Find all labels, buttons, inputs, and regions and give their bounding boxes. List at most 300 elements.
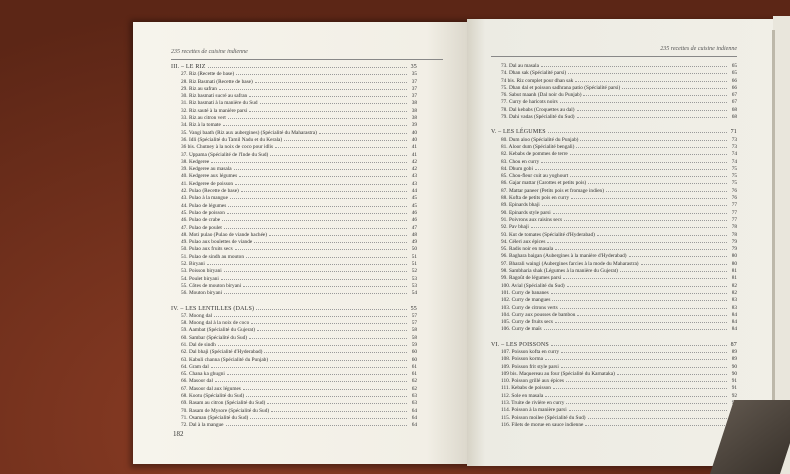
dot-leader (264, 349, 407, 353)
dot-leader (250, 415, 407, 419)
dot-leader (227, 371, 407, 375)
entry-title: 57. Moong dal (181, 312, 213, 319)
entry-page: 89 (731, 348, 737, 355)
toc-entry (171, 378, 417, 385)
entry-page: 49 (411, 239, 417, 246)
entry-title: 47. Pulao de poulet (181, 224, 222, 231)
entry-page: 90 (731, 363, 737, 370)
entry-title: 74 bis. Riz complet pour dhan sak (501, 77, 574, 84)
entry-page: 74 (731, 151, 737, 158)
toc-entry (171, 122, 417, 129)
entry-page: 51 (411, 261, 417, 268)
dot-leader (227, 210, 407, 214)
entry-page: 57 (411, 320, 417, 327)
entry-title: 69. Rasam au citron (Spécialité du Sud) (181, 400, 266, 407)
toc-entry (171, 246, 417, 253)
entry-page: 61 (411, 371, 417, 378)
toc-entry (171, 225, 417, 232)
dot-leader (547, 239, 727, 243)
dot-leader (553, 210, 727, 214)
toc-entry (171, 364, 417, 371)
toc-entry (171, 173, 417, 180)
dot-leader (256, 306, 407, 310)
toc-right (491, 63, 737, 429)
dot-leader (570, 173, 727, 177)
toc-entry (491, 422, 737, 429)
entry-title: 31. Riz basmati à la manière du Sud (181, 100, 258, 107)
entry-page: 77 (731, 209, 737, 216)
entry-page: 41 (411, 144, 417, 151)
entry-title: 103. Curry de citrons verts (501, 304, 558, 311)
entry-page: 73 (731, 143, 737, 150)
dot-leader (239, 173, 407, 177)
entry-page: 57 (411, 312, 417, 319)
section-page: 87 (730, 341, 737, 348)
running-head: 235 recettes de cuisine indienne (660, 46, 737, 52)
toc-entry (171, 79, 417, 86)
entry-title: 70. Rasam de Mysore (Spécialité du Sud) (181, 407, 270, 414)
entry-page: 75 (731, 165, 737, 172)
toc-entry (491, 290, 737, 297)
entry-page: 35 (411, 71, 417, 78)
dot-leader (211, 159, 407, 163)
entry-page: 38 (411, 107, 417, 114)
entry-title: 52. Biryani (181, 261, 205, 268)
toc-entry (491, 210, 737, 217)
entry-page: 91 (731, 378, 737, 385)
entry-title: 115. Poisson moilee (Spécialité du Sud) (501, 414, 586, 421)
entry-page: 42 (411, 158, 417, 165)
toc-entry (491, 202, 737, 209)
entry-title: 96. Baghara baigan (Aubergines à la manière d'Hyderabad) (501, 253, 627, 260)
entry-title: 68. Kootu (Spécialité du Sud) (181, 393, 245, 400)
section-spacer (171, 298, 417, 306)
dot-leader (235, 181, 407, 185)
entry-page: 61 (411, 363, 417, 370)
header-rule (171, 59, 443, 60)
entry-page: 68 (731, 106, 737, 113)
entry-page: 78 (731, 231, 737, 238)
entry-title: 67. Masoor dal aux légumes (181, 385, 241, 392)
entry-page: 51 (411, 253, 417, 260)
toc-entry (171, 100, 417, 107)
entry-title: 72. Dal à la mangue (181, 422, 224, 429)
entry-page: 37 (411, 93, 417, 100)
entry-page: 64 (411, 414, 417, 421)
toc-entry (491, 232, 737, 239)
dot-leader (552, 297, 727, 301)
entry-page: 53 (411, 275, 417, 282)
toc-entry (171, 254, 417, 261)
left-page (133, 22, 467, 464)
entry-page: 41 (411, 151, 417, 158)
dot-leader (224, 290, 407, 294)
dot-leader (622, 85, 727, 89)
toc-entry (171, 327, 417, 334)
entry-page: 90 (731, 370, 737, 377)
dot-leader (224, 268, 407, 272)
entry-page: 67 (731, 92, 737, 99)
entry-page: 67 (731, 99, 737, 106)
section-heading (171, 306, 417, 313)
entry-page: 62 (411, 385, 417, 392)
entry-title: 106. Curry de maïs (501, 326, 542, 333)
dot-leader (270, 357, 407, 361)
entry-title: 113. Truite de rivière en curry (501, 400, 565, 407)
dot-leader (561, 349, 727, 353)
entry-page: 53 (411, 282, 417, 289)
entry-title: 36. Idli (Spécialité du Tamil Nadu et du Kerala) (181, 136, 283, 143)
toc-entry (171, 195, 417, 202)
entry-title: 84. Dhum gobi (501, 165, 533, 172)
dot-leader (223, 122, 407, 126)
entry-title: 62. Dal bhaji (Spécialité d'Hyderabad) (181, 349, 263, 356)
entry-title: 58. Moong dal à la noix de coco (181, 320, 250, 327)
toc-entry (491, 283, 737, 290)
entry-page: 39 (411, 122, 417, 129)
entry-title: 29. Riz au safran (181, 85, 217, 92)
entry-page: 50 (411, 246, 417, 253)
dot-leader (560, 305, 727, 309)
entry-title: 87. Mattar paneer (Petits pois et fromage indien) (501, 187, 604, 194)
dot-leader (243, 386, 407, 390)
entry-page: 38 (411, 115, 417, 122)
dot-leader (551, 290, 727, 294)
dot-leader (271, 408, 407, 412)
entry-page: 82 (731, 289, 737, 296)
toc-entry (491, 99, 737, 106)
entry-title: 40. Kedgeree aux légumes (181, 173, 238, 180)
entry-title: 44. Pulao de légumes (181, 202, 227, 209)
entry-title: 46. Pulao de crabe (181, 217, 221, 224)
dot-leader (566, 400, 727, 404)
entry-title: 61. Dal de sindh (181, 341, 216, 348)
toc-entry (491, 239, 737, 246)
dot-leader (221, 276, 407, 280)
toc-entry (491, 407, 737, 414)
toc-entry (171, 188, 417, 195)
dot-leader (575, 78, 727, 82)
dot-leader (228, 115, 407, 119)
toc-entry (171, 408, 417, 415)
entry-title: 80. Dum aloo (Spécialité du Punjab) (501, 136, 579, 143)
dot-leader (269, 232, 407, 236)
entry-title: 49. Pulao aux boulettes de viande (181, 239, 253, 246)
entry-title: 99. Ragoût de légumes parsi (501, 275, 562, 282)
toc-entry (491, 393, 737, 400)
dot-leader (620, 268, 727, 272)
dot-leader (208, 64, 407, 68)
entry-title: 83. Chou en curry (501, 158, 540, 165)
entry-page: 58 (411, 334, 417, 341)
entry-title: 71. Osaman (Spécialité du Sud) (181, 414, 249, 421)
entry-title: 90. Epinards style parsi (501, 209, 551, 216)
entry-title: 34. Riz à la tomate (181, 122, 221, 129)
dot-leader (566, 378, 727, 382)
entry-title: 102. Curry de mangues (501, 297, 551, 304)
dot-leader (249, 108, 407, 112)
entry-title: 109 bis. Maquereau au four (Spécialité du Karnataka) (501, 370, 615, 377)
dot-leader (241, 188, 407, 192)
dot-leader (541, 63, 727, 67)
toc-entry (171, 108, 417, 115)
entry-title: 98. Sambharia shak (Légumes à la manière du Gujerat) (501, 268, 618, 275)
book-edge-shadow (772, 30, 775, 460)
entry-title: 59. Aambat (Spécialité du Gujerat) (181, 327, 255, 334)
entry-title: 95. Radis noir en masala (501, 246, 554, 253)
dot-leader (214, 313, 407, 317)
toc-entry (491, 151, 737, 158)
toc-entry (491, 349, 737, 356)
toc-entry (171, 349, 417, 356)
toc-entry (171, 400, 417, 407)
toc-entry (171, 335, 417, 342)
section-page: 55 (410, 305, 417, 312)
entry-page: 48 (411, 231, 417, 238)
entry-page: 64 (411, 422, 417, 429)
entry-title: 36 bis. Chutney à la noix de coco pour idlis (181, 144, 274, 151)
toc-entry (171, 152, 417, 159)
toc-entry (491, 371, 737, 378)
dot-leader (228, 203, 407, 207)
section-title: V. – LES LÉGUMES (491, 129, 546, 136)
section-title: IV. – LES LENTILLES (DALS) (171, 305, 255, 312)
entry-page: 52 (411, 268, 417, 275)
toc-entry (171, 313, 417, 320)
entry-page: 64 (411, 407, 417, 414)
entry-page: 47 (411, 224, 417, 231)
entry-page: 63 (411, 400, 417, 407)
toc-entry (491, 92, 737, 99)
toc-entry (171, 217, 417, 224)
toc-entry (491, 326, 737, 333)
entry-page: 82 (731, 282, 737, 289)
dot-leader (246, 393, 407, 397)
entry-title: 54. Poulet biryani (181, 275, 219, 282)
toc-entry (171, 71, 417, 78)
entry-page: 83 (731, 304, 737, 311)
entry-title: 48. Moti pulao (Pulao de viande hachée) (181, 231, 268, 238)
entry-page: 44 (411, 188, 417, 195)
entry-title: 27. Riz (Recette de base) (181, 71, 235, 78)
toc-entry (491, 159, 737, 166)
entry-page: 89 (731, 356, 737, 363)
entry-page: 40 (411, 129, 417, 136)
dot-leader (585, 422, 727, 426)
entry-page: 37 (411, 85, 417, 92)
dot-leader (219, 86, 407, 90)
dot-leader (542, 202, 727, 206)
dot-leader (545, 393, 727, 397)
dot-leader (236, 71, 407, 75)
entry-page: 37 (411, 78, 417, 85)
toc-entry (491, 385, 737, 392)
toc-entry (171, 210, 417, 217)
entry-title: 66. Masoor dal (181, 378, 213, 385)
header-rule (491, 56, 737, 57)
right-page (467, 19, 773, 466)
dot-leader (531, 224, 727, 228)
entry-title: 42. Pulao (Recette de base) (181, 188, 239, 195)
dot-leader (230, 195, 407, 199)
toc-entry (491, 364, 737, 371)
section-heading (491, 129, 737, 136)
dot-leader (568, 70, 727, 74)
entry-title: 114. Poisson à la manière parsi (501, 407, 567, 414)
entry-page: 75 (731, 180, 737, 187)
entry-page: 60 (411, 356, 417, 363)
entry-page: 92 (731, 392, 737, 399)
section-page: 35 (410, 64, 417, 70)
entry-page: 74 (731, 158, 737, 165)
dot-leader (588, 180, 727, 184)
entry-title: 101. Curry de bananes (501, 289, 549, 296)
toc-entry (171, 290, 417, 297)
entry-page: 65 (731, 63, 737, 69)
dot-leader (211, 364, 407, 368)
toc-entry (491, 224, 737, 231)
dot-leader (576, 144, 727, 148)
toc-entry (171, 283, 417, 290)
entry-page: 91 (731, 385, 737, 392)
entry-title: 116. Filets de morue en sauce indienne (501, 421, 584, 428)
dot-leader (535, 166, 727, 170)
dot-leader (218, 342, 407, 346)
toc-entry (171, 166, 417, 173)
entry-title: 55. Côtes de mouton biryani (181, 282, 242, 289)
dot-leader (569, 407, 727, 411)
entry-title: 105. Curry de fruits secs (501, 319, 553, 326)
entry-page: 76 (731, 195, 737, 202)
dot-leader (544, 326, 727, 330)
dot-leader (563, 275, 727, 279)
toc-entry (171, 268, 417, 275)
toc-entry (171, 422, 417, 429)
entry-title: 73. Dal au masala (501, 63, 539, 69)
toc-entry (491, 195, 737, 202)
entry-page: 83 (731, 297, 737, 304)
dot-leader (570, 151, 727, 155)
toc-entry (491, 261, 737, 268)
entry-page: 78 (731, 224, 737, 231)
entry-title: 63. Kabuli channa (Spécialité du Punjab) (181, 356, 269, 363)
toc-entry (491, 137, 737, 144)
dot-leader (226, 422, 407, 426)
dot-leader (255, 79, 407, 83)
dot-leader (564, 217, 727, 221)
entry-page: 80 (731, 260, 737, 267)
toc-entry (491, 188, 737, 195)
dot-leader (275, 144, 407, 148)
entry-page: 66 (731, 77, 737, 84)
dot-leader (560, 99, 727, 103)
toc-entry (171, 357, 417, 364)
toc-entry (491, 180, 737, 187)
section-title: VI. – LES POISSONS (491, 341, 549, 348)
entry-page: 59 (411, 341, 417, 348)
entry-page: 76 (731, 187, 737, 194)
dot-leader (588, 415, 727, 419)
entry-title: 75. Dhan dal et poisson sadhrana patio (Spécialité parsi) (501, 84, 621, 91)
dot-leader (567, 283, 727, 287)
entry-page: 84 (731, 319, 737, 326)
toc-entry (491, 297, 737, 304)
dot-leader (251, 320, 407, 324)
entry-page: 66 (731, 84, 737, 91)
entry-title: 110. Poisson grillé aux épices (501, 378, 564, 385)
entry-page: 40 (411, 136, 417, 143)
entry-page: 81 (731, 268, 737, 275)
dot-leader (254, 239, 407, 243)
entry-title: 111. Kebabs de poisson (501, 385, 551, 392)
toc-entry (491, 253, 737, 260)
entry-title: 30. Riz basmati sucré au safran (181, 93, 248, 100)
dot-leader (235, 246, 407, 250)
entry-title: 65. Chana ka ghugni (181, 371, 225, 378)
entry-title: 60. Sambar (Spécialité du Sud) (181, 334, 248, 341)
dot-leader (215, 378, 407, 382)
entry-page: 68 (731, 114, 737, 121)
dot-leader (319, 130, 407, 134)
entry-title: 32. Riz sauté à la manière parsi (181, 107, 248, 114)
entry-page: 43 (411, 180, 417, 187)
entry-title: 91. Poivrons aux raisins secs (501, 216, 563, 223)
dot-leader (577, 107, 727, 111)
dot-leader (224, 225, 407, 229)
dot-leader (270, 152, 407, 156)
dot-leader (541, 159, 727, 163)
dot-leader (555, 246, 727, 250)
toc-entry (171, 137, 417, 144)
entry-title: 100. Avial (Spécialité du Sud) (501, 282, 565, 289)
entry-page: 81 (731, 275, 737, 282)
entry-title: 104. Curry aux pousses de bambou (501, 311, 576, 318)
toc-entry (171, 371, 417, 378)
toc-entry (491, 144, 737, 151)
entry-title: 81. Aloor dum (Spécialité bengali) (501, 143, 575, 150)
toc-entry (491, 114, 737, 121)
entry-title: 86. Gajar mattar (Carottes et petits pois) (501, 180, 587, 187)
dot-leader (246, 254, 407, 258)
dot-leader (267, 400, 407, 404)
entry-title: 38. Kedgeree (181, 158, 210, 165)
entry-title: 45. Pulao de poisson (181, 209, 225, 216)
dot-leader (243, 283, 407, 287)
dot-leader (561, 364, 727, 368)
entry-page: 38 (411, 100, 417, 107)
entry-page: 77 (731, 216, 737, 223)
toc-entry (171, 159, 417, 166)
dot-leader (553, 385, 727, 389)
entry-page: 79 (731, 246, 737, 253)
entry-title: 94. Céleri aux épices (501, 238, 546, 245)
entry-page: 73 (731, 136, 737, 143)
entry-page: 45 (411, 202, 417, 209)
entry-title: 107. Poisson kofta en curry (501, 348, 560, 355)
entry-title: 85. Chou-fleur cuit au yoghourt (501, 173, 569, 180)
entry-title: 56. Mouton biryani (181, 290, 223, 297)
toc-entry (171, 115, 417, 122)
entry-title: 64. Gram dal (181, 363, 209, 370)
toc-left (171, 64, 417, 430)
entry-title: 51. Pulao de sindh au mouton (181, 253, 244, 260)
entry-title: 74. Dhan sak (Spécialité parsi) (501, 70, 567, 77)
entry-title: 37. Uppama (Spécialité de l'Inde du Sud) (181, 151, 269, 158)
toc-entry (171, 276, 417, 283)
toc-entry (491, 107, 737, 114)
dot-leader (548, 129, 727, 133)
entry-title: 28. Riz Basmati (Recette de base) (181, 78, 253, 85)
